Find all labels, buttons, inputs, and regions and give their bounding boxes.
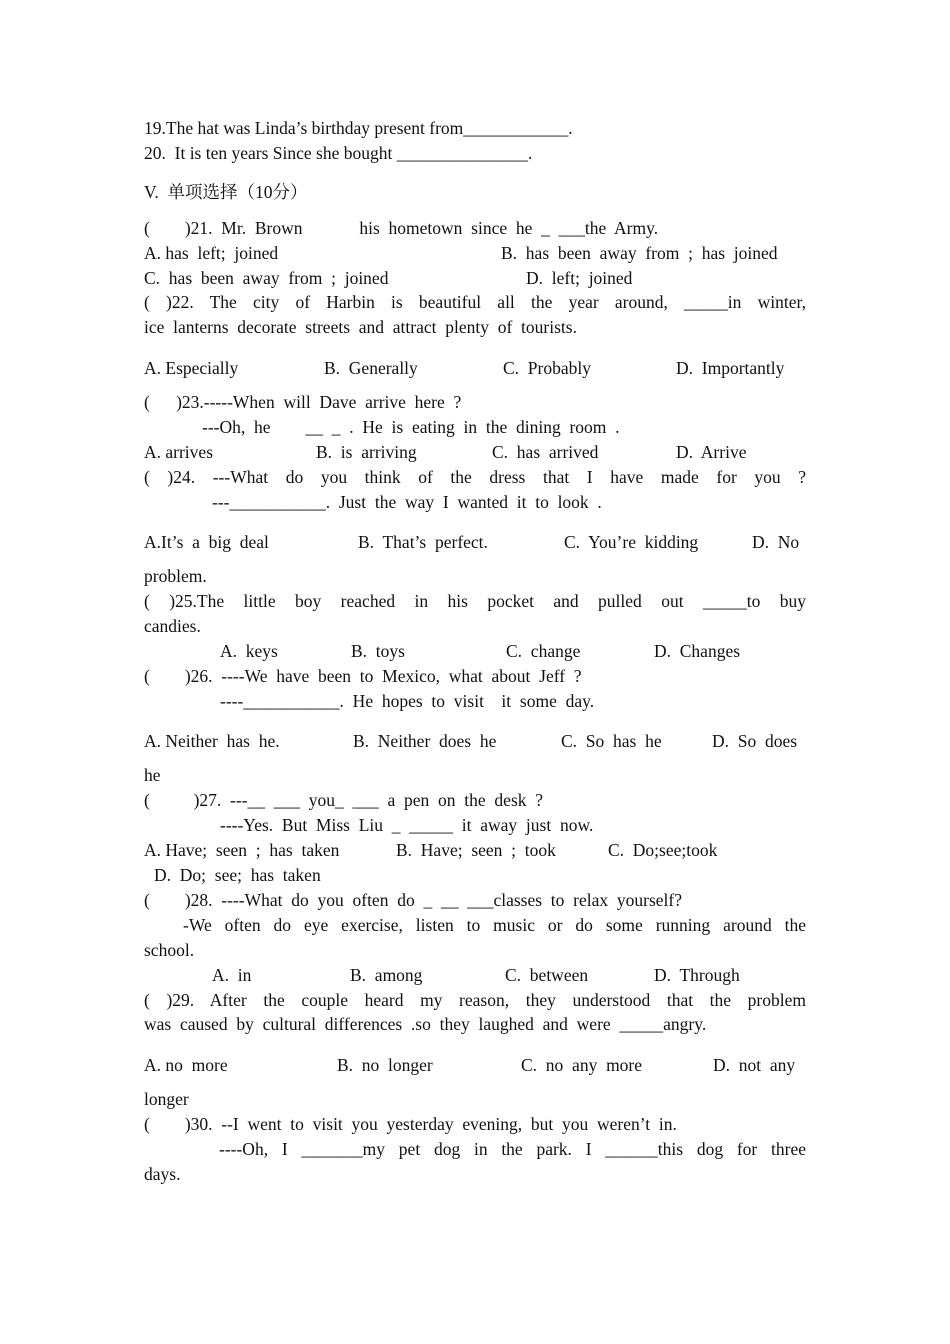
q25-stem-continued: candies. — [144, 616, 201, 636]
q27-option-a: A. Have; seen ; has taken — [144, 840, 340, 860]
q29-stem-continued: was caused by cultural differences .so they laughed and were _____angry. — [144, 1014, 707, 1034]
q26-stem: ( )26. ----We have been to Mexico, what about Jeff ? — [144, 666, 582, 686]
q21-option-d: D. left; joined — [526, 268, 633, 288]
q26-option-d-continued: he — [144, 765, 161, 785]
q27-option-c: C. Do;see;took — [608, 840, 718, 860]
q23-option-b: B. is arriving — [316, 442, 417, 462]
q22-stem-continued: ice lanterns decorate streets and attract plenty of tourists. — [144, 317, 577, 337]
q23-option-d: D. Arrive — [676, 442, 747, 462]
question-19: 19.The hat was Linda’s birthday present from____________. — [144, 118, 573, 138]
q23-option-a: A. arrives — [144, 442, 214, 462]
q24-stem: ( )24. ---What do you think of the dress that I have made for you ? — [144, 467, 806, 487]
q24-option-b: B. That’s perfect. — [358, 532, 488, 552]
q30-stem: ( )30. --I went to visit you yesterday evening, but you weren’t in. — [144, 1114, 677, 1134]
q23-answer-line: ---Oh, he __ _ . He is eating in the dining room . — [202, 417, 620, 437]
q29-option-b: B. no longer — [337, 1055, 433, 1075]
q27-stem: ( )27. ---__ ___ you_ ___ a pen on the desk ? — [144, 790, 544, 810]
q22-option-c: C. Probably — [503, 358, 591, 378]
q30-answer-line: ----Oh, I _______my pet dog in the park. I ______this dog for three — [219, 1139, 806, 1159]
q26-option-a: A. Neither has he. — [144, 731, 280, 751]
q26-answer-line: ----___________. He hopes to visit it some day. — [220, 691, 595, 711]
section-title: V. 单项选择（10分） — [144, 182, 308, 202]
q26-option-b: B. Neither does he — [353, 731, 497, 751]
q29-option-d-continued: longer — [144, 1089, 189, 1109]
q29-option-a: A. no more — [144, 1055, 228, 1075]
q21-stem: ( )21. Mr. Brown his hometown since he _ ___the Army. — [144, 218, 659, 238]
q28-answer-line: -We often do eye exercise, listen to music or do some running around the — [183, 915, 806, 935]
q27-answer-line: ----Yes. But Miss Liu _ _____ it away just now. — [220, 815, 594, 835]
q22-option-a: A. Especially — [144, 358, 239, 378]
q21-option-c: C. has been away from ; joined — [144, 268, 389, 288]
q25-option-a: A. keys — [220, 641, 278, 661]
q28-stem: ( )28. ----What do you often do _ __ ___classes to relax yourself? — [144, 890, 682, 910]
q25-option-c: C. change — [506, 641, 581, 661]
q28-option-b: B. among — [350, 965, 423, 985]
q30-answer-continued: days. — [144, 1164, 181, 1184]
question-20: 20. It is ten years Since she bought _______________. — [144, 143, 533, 163]
q26-option-d: D. So does — [712, 731, 798, 751]
q24-option-d: D. No — [752, 532, 800, 552]
q27-option-d: D. Do; see; has taken — [154, 865, 321, 885]
q29-option-d: D. not any — [713, 1055, 796, 1075]
q28-option-c: C. between — [505, 965, 589, 985]
q24-answer-line: ---___________. Just the way I wanted it to look . — [212, 492, 602, 512]
q28-option-d: D. Through — [654, 965, 740, 985]
q21-option-a: A. has left; joined — [144, 243, 279, 263]
q24-option-c: C. You’re kidding — [564, 532, 699, 552]
q24-option-a: A.It’s a big deal — [144, 532, 269, 552]
q28-answer-continued: school. — [144, 940, 195, 960]
q27-option-b: B. Have; seen ; took — [396, 840, 556, 860]
q23-option-c: C. has arrived — [492, 442, 599, 462]
q25-stem: ( )25.The little boy reached in his pocket and pulled out _____to buy — [144, 591, 806, 611]
q24-option-d-continued: problem. — [144, 566, 207, 586]
q26-option-c: C. So has he — [561, 731, 662, 751]
q22-option-b: B. Generally — [324, 358, 418, 378]
q21-option-b: B. has been away from ; has joined — [501, 243, 778, 263]
q25-option-d: D. Changes — [654, 641, 741, 661]
q29-stem: ( )29. After the couple heard my reason, they understood that the problem — [144, 990, 806, 1010]
q23-stem: ( )23.-----When will Dave arrive here ? — [144, 392, 462, 412]
q22-stem: ( )22. The city of Harbin is beautiful all the year around, _____in winter, — [144, 292, 806, 312]
q28-option-a: A. in — [212, 965, 252, 985]
q22-option-d: D. Importantly — [676, 358, 785, 378]
q29-option-c: C. no any more — [521, 1055, 643, 1075]
q25-option-b: B. toys — [351, 641, 405, 661]
